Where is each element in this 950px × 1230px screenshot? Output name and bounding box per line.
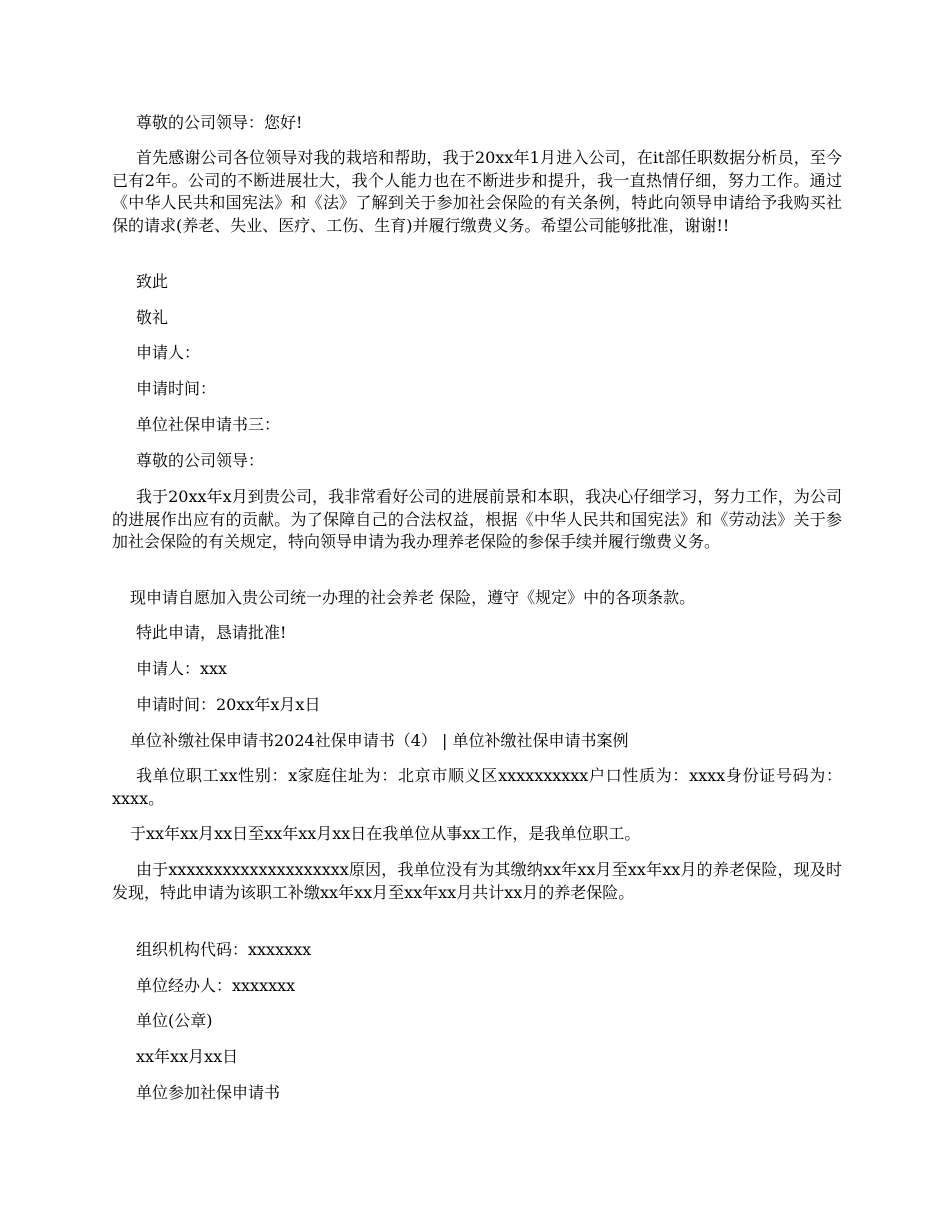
applicant-label: 申请人： [136,343,201,362]
salutation: 尊敬的公司领导： [136,451,265,470]
date-label: 申请时间： [136,379,217,398]
section-heading: 单位补缴社保申请书2024社保申请书（4） | 单位补缴社保申请书案例 [130,731,629,750]
date-line: xx年xx月xx日 [136,1047,239,1066]
handler-line: 单位经办人：xxxxxxx [136,976,296,995]
org-code-line: 组织机构代码：xxxxxxx [136,940,312,959]
body-paragraph: 现申请自愿加入贵公司统一办理的社会养老 保险，遵守《规定》中的各项条款。 [130,588,696,607]
closing-line: 致此 [136,272,169,291]
section-heading: 单位社保申请书三： [136,415,281,434]
body-paragraph: 由于xxxxxxxxxxxxxxxxxxxx原因，我单位没有为其缴纳xx年xx月至xx年xx月的养老保险，现及时发现，特此申请为该职工补缴xx年xx月至xx年xx月共计xx月的养老保险。 [112,860,842,902]
closing-line: 敬礼 [136,308,169,327]
body-paragraph: 首先感谢公司各位领导对我的栽培和帮助，我于20xx年1月进入公司，在it部任职数据分析员，至今已有2年。公司的不断进展壮大，我个人能力也在不断进步和提升，我一直热情仔细，努力工作。通过《中华人民共和国宪法》和《法》了解到关于参加社会保险的有关条例，特此向领导申请给予我购买社保的请求(养老、失业、医疗、工伤、生育)并履行缴费义务。希望公司能够批准，谢谢!! [112,148,842,235]
body-paragraph: 于xx年xx月xx日至xx年xx月xx日在我单位从事xx工作，是我单位职工。 [130,824,641,843]
request-line: 特此申请，恳请批准! [136,623,287,642]
applicant-line: 申请人：xxx [136,659,228,678]
body-paragraph: 我于20xx年x月到贵公司，我非常看好公司的进展前景和本职，我决心仔细学习，努力工作，为公司的进展作出应有的贡献。为了保障自己的合法权益，根据《中华人民共和国宪法》和《劳动法》关于参加社会保险的有关规定，特向领导申请为我办理养老保险的参保手续并履行缴费义务。 [112,487,842,551]
body-paragraph: 我单位职工xx性别：x家庭住址为：北京市顺义区xxxxxxxxxx户口性质为：xxxx身份证号码为：xxxx。 [112,766,842,808]
seal-line: 单位(公章) [136,1011,213,1030]
section-heading: 单位参加社保申请书 [136,1083,281,1102]
salutation: 尊敬的公司领导：您好! [136,113,303,132]
date-line: 申请时间：20xx年x月x日 [136,695,321,714]
